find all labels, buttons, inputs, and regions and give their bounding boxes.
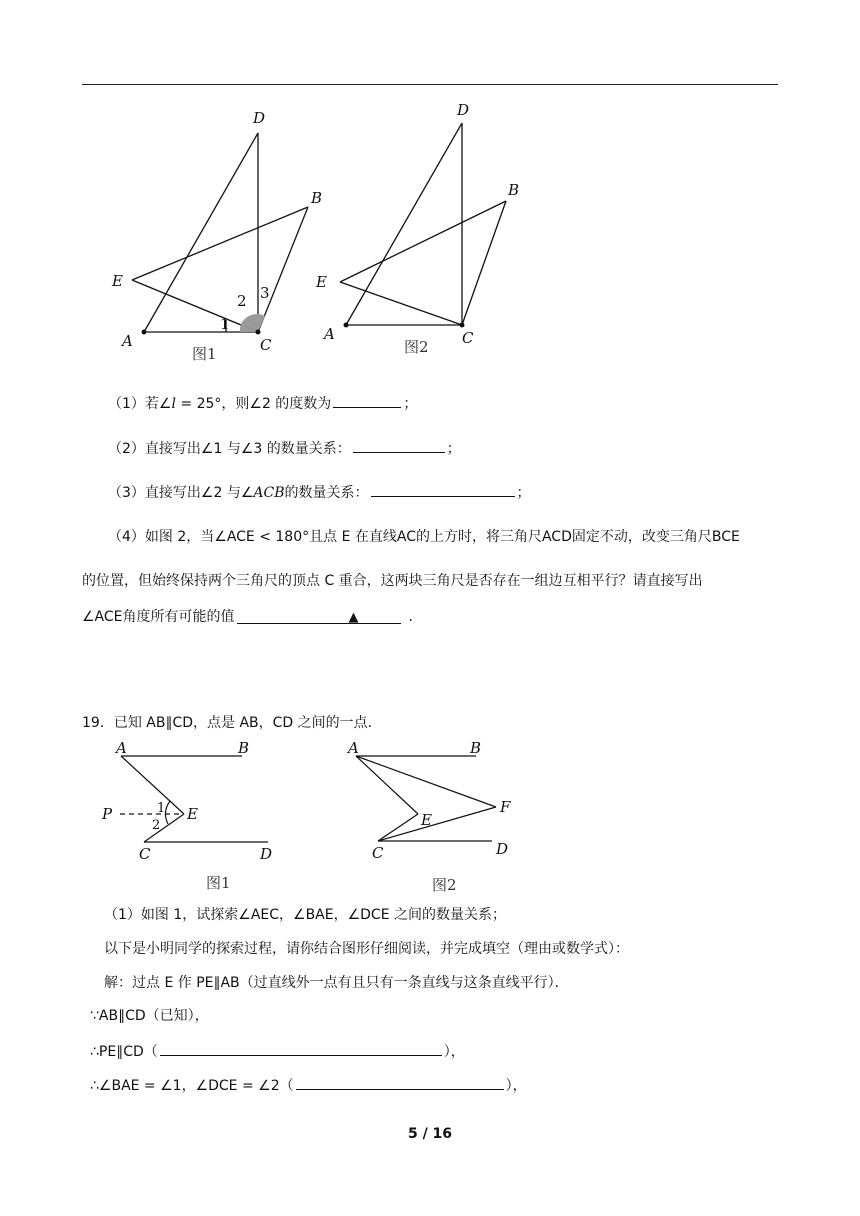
q18-p2-text: （2）直接写出∠1 与∠3 的数量关系：: [108, 441, 351, 457]
q19-solution: 解：过点 E 作 PE∥AB（过直线外一点有且只有一条直线与这条直线平行）．: [104, 975, 569, 991]
q19f1-angle-label-2: 2: [152, 818, 161, 833]
fig2-label-c: C: [462, 329, 474, 347]
q19-s2-reason-blank[interactable]: [160, 1040, 442, 1056]
q19f1-label-b: B: [238, 739, 250, 757]
fig1-line-eb: [132, 207, 308, 280]
q19-step2: [90, 1040, 465, 1062]
page-number: 5 / 16: [407, 1126, 453, 1142]
figure-1-triangles: [100, 100, 340, 370]
q19f1-angle-label-1: 1: [157, 801, 166, 816]
q18-part4-line2: 的位置，但始终保持两个三角尺的顶点 C 重合，这两块三角尺是否存在一组边互相平行？请直接写出: [82, 573, 703, 589]
figure-2-triangles: [310, 95, 550, 365]
q18-p1-prefix: （1）若∠: [108, 396, 172, 412]
fig1-point-c-dot: [256, 330, 261, 335]
q19-s3-suffix: ），: [505, 1078, 527, 1094]
q19f2-label-d: D: [496, 840, 509, 858]
q18-part4-line3: [82, 607, 423, 627]
fig1-angle-label-2: 2: [237, 292, 247, 310]
fig2-label-a: A: [324, 325, 335, 343]
q19f2-label-a: A: [348, 739, 359, 757]
q19f2-label-e: E: [421, 811, 432, 829]
fig1-angle3-shade: [258, 314, 265, 332]
q19f1-caption: 图1: [206, 874, 231, 892]
fig2-point-a-dot: [344, 323, 349, 328]
fig1-label-d: D: [253, 109, 266, 127]
q19-step3: [90, 1074, 527, 1096]
q19f2-label-c: C: [372, 844, 384, 862]
q18-p2-suffix: ；: [446, 441, 461, 457]
q18-part1: [108, 392, 417, 414]
q19-s3-reason-blank[interactable]: [296, 1074, 504, 1090]
q18-part4-line1: （4）如图 2，当∠ACE < 180°且点 E 在直线AC的上方时，将三角尺ACD固定不动，改变三角尺BCE: [108, 529, 740, 545]
q18-p4-suffix: ．: [408, 609, 423, 625]
fig2-caption: 图2: [404, 338, 429, 356]
q19f2-line-fc: [378, 807, 496, 841]
q19-s2-suffix: ），: [443, 1044, 465, 1060]
q19f1-label-e: E: [187, 805, 198, 823]
fig1-line-bc: [258, 207, 308, 332]
q19-figure-1: [96, 738, 286, 898]
q19f1-line-ec: [144, 814, 184, 842]
q18-p4-answer-blank[interactable]: [237, 608, 401, 624]
q18-p1-mid: = 25°，则∠2 的度数为: [175, 396, 332, 412]
fig2-label-e: E: [316, 273, 327, 291]
q19-intro: 以下是小明同学的探索过程，请你结合图形仔细阅读，并完成填空（理由或数学式）：: [104, 941, 629, 957]
q18-p4-prefix: ∠ACE角度所有可能的值: [82, 609, 235, 625]
fig1-angle-label-1: 1: [220, 315, 230, 333]
q18-p1-var: l: [171, 396, 176, 412]
q19f1-label-a: A: [116, 739, 127, 757]
q19-figure-2: [340, 738, 540, 898]
q19-step1: ∵AB∥CD（已知），: [90, 1008, 209, 1024]
fig2-label-d: D: [457, 101, 470, 119]
fig1-label-c: C: [260, 336, 272, 354]
fig1-label-a: A: [122, 332, 133, 350]
q19f1-label-d: D: [260, 845, 273, 863]
q18-p3-text: （3）直接写出∠2 与∠: [108, 485, 254, 501]
q19f2-line-ae: [356, 756, 418, 814]
fig2-line-da: [346, 123, 462, 325]
fig2-point-c-dot: [460, 323, 465, 328]
q19f1-angle-arc: [165, 801, 170, 824]
q19f2-line-af: [356, 756, 496, 807]
q19f2-line-ec: [378, 814, 418, 841]
q18-p1-suffix: ；: [403, 396, 418, 412]
q18-part3: [108, 481, 531, 503]
header-rule: [82, 84, 778, 85]
answer-marker-triangle-icon: ▲: [348, 610, 359, 625]
q19-s2-prefix: ∴PE∥CD（: [90, 1044, 158, 1060]
q18-p3-suffix: ；: [516, 485, 531, 501]
q19f2-label-f: F: [500, 798, 511, 816]
fig1-angle-label-3: 3: [260, 284, 270, 302]
fig1-point-a-dot: [142, 330, 147, 335]
q18-part2: [108, 437, 461, 459]
q18-p1-answer-blank[interactable]: [333, 392, 401, 408]
fig1-label-e: E: [112, 272, 123, 290]
q19f2-caption: 图2: [432, 876, 457, 894]
fig1-caption: 图1: [192, 345, 217, 363]
q18-p3-var: ACB: [253, 485, 285, 501]
q18-p2-answer-blank[interactable]: [353, 437, 445, 453]
q19f2-label-b: B: [470, 739, 482, 757]
q19-s3-prefix: ∴∠BAE = ∠1，∠DCE = ∠2（: [90, 1078, 294, 1094]
q19-part1: （1）如图 1，试探索∠AEC，∠BAE，∠DCE 之间的数量关系；: [104, 907, 506, 923]
q18-p3-mid: 的数量关系：: [284, 485, 369, 501]
q18-p3-answer-blank[interactable]: [371, 481, 515, 497]
q19f1-line-ae: [121, 756, 184, 814]
fig1-label-b: B: [311, 189, 323, 207]
q19f1-label-c: C: [139, 845, 151, 863]
fig2-label-b: B: [508, 181, 520, 199]
q19-stem: 19．已知 AB∥CD，点是 AB，CD 之间的一点．: [82, 715, 382, 731]
q19f1-label-p: P: [102, 805, 113, 823]
